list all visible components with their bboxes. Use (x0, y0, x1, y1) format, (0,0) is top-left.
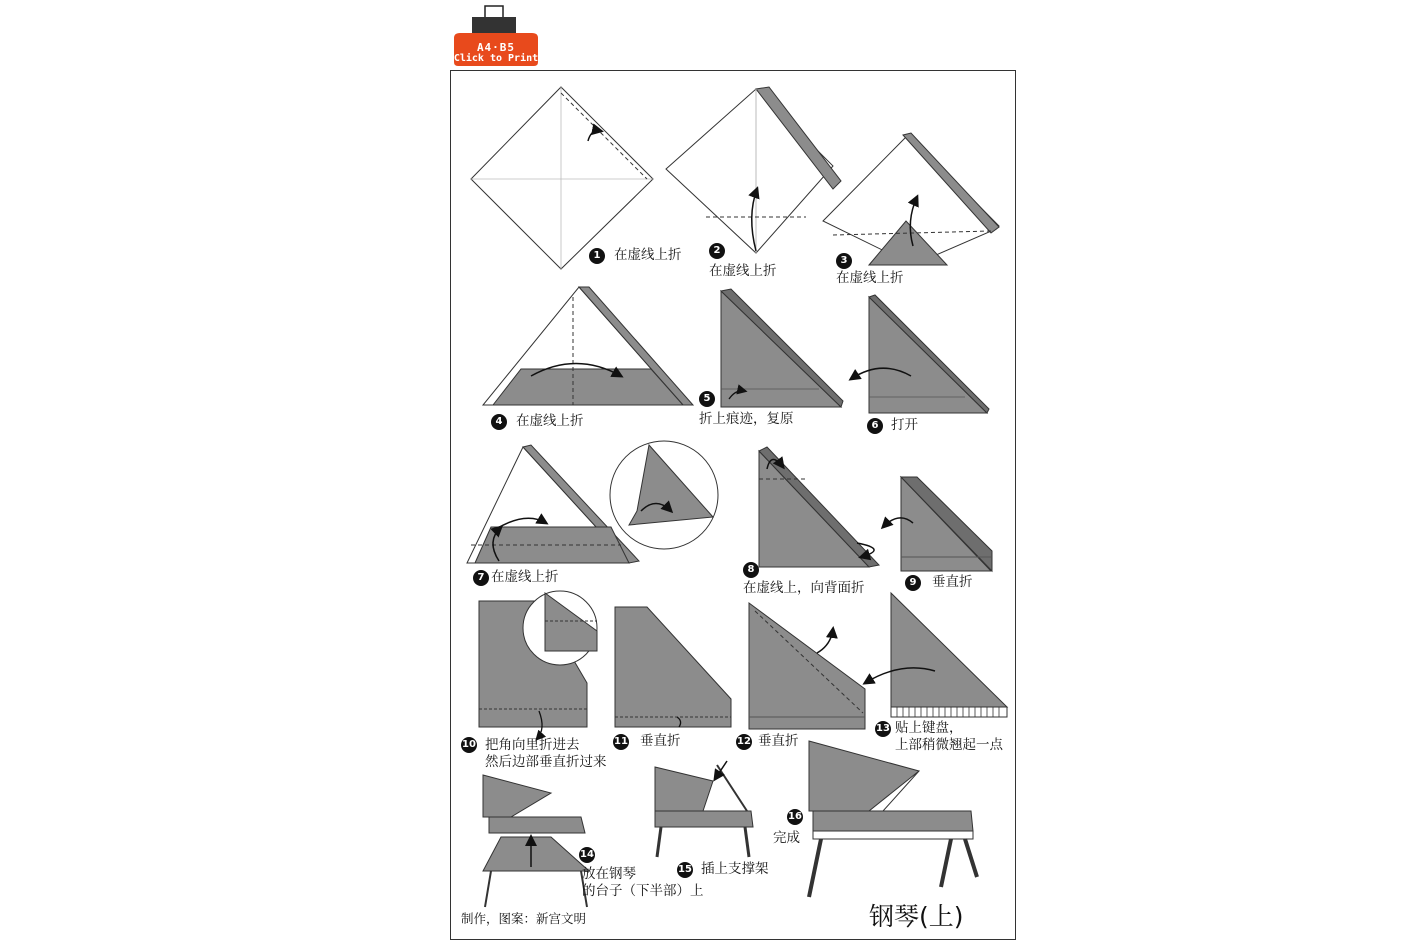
step-6-number: 6 (867, 418, 883, 434)
step-1-caption (591, 247, 682, 264)
step-15-text: 插上支撑架 (701, 861, 769, 877)
step-10-text: 把角向里折进去 然后边部垂直折过来 (485, 737, 607, 770)
step-1-number: 1 (589, 248, 605, 264)
step-7-figure (467, 441, 718, 563)
step-8-figure (759, 447, 879, 567)
step-2-text: 在虚线上折 (709, 263, 777, 279)
step-9-text: 垂直折 (932, 574, 973, 590)
step-6-figure (851, 295, 989, 413)
step-10-number: 10 (461, 737, 477, 753)
step-11-number: 11 (613, 734, 629, 750)
step-4-figure (483, 287, 693, 405)
print-button[interactable] (452, 4, 540, 67)
step-15-figure (655, 761, 753, 857)
step-9-figure (883, 477, 992, 571)
step-3-figure (823, 133, 999, 265)
step-6-caption (867, 417, 918, 434)
step-12-figure (749, 603, 865, 729)
step-5-figure (721, 289, 843, 407)
page-title: 钢琴(上) (869, 902, 964, 931)
step-10-figure (479, 591, 597, 739)
step-11-text: 垂直折 (640, 733, 681, 749)
step-16-number: 16 (787, 809, 803, 825)
step-16-figure (809, 741, 977, 897)
step-1-figure (471, 87, 653, 269)
step-6-text: 打开 (891, 417, 918, 433)
step-11-caption (613, 733, 681, 750)
step-2-number: 2 (709, 243, 725, 259)
step-9-caption (905, 574, 973, 591)
step-2-figure (666, 87, 841, 253)
print-button-label-size: A4·B5 (476, 41, 516, 54)
step-3-number: 3 (836, 253, 852, 269)
step-4-caption (491, 413, 584, 430)
step-7-text: 在虚线上折 (491, 569, 559, 585)
step-12-number: 12 (736, 734, 752, 750)
step-5-number: 5 (699, 391, 715, 407)
folding-diagram (451, 71, 1017, 941)
step-15-caption (677, 861, 769, 878)
step-9-number: 9 (905, 575, 921, 591)
step-8-number: 8 (743, 562, 759, 578)
step-13-figure (865, 593, 1007, 717)
print-button-label-action: Click to Print (453, 53, 539, 64)
step-7-caption (473, 569, 559, 586)
step-5-text: 折上痕迹，复原 (699, 411, 794, 427)
step-13-number: 13 (875, 721, 891, 737)
step-11-figure (615, 607, 731, 727)
step-7-number: 7 (473, 570, 489, 586)
step-12-caption (736, 733, 799, 750)
step-4-number: 4 (491, 414, 507, 430)
step-1-text: 在虚线上折 (614, 247, 682, 263)
step-12-text: 垂直折 (758, 733, 799, 749)
step-14-number: 14 (579, 847, 595, 863)
credit-text: 制作，图案：新宫文明 (461, 911, 587, 926)
step-14-text: 放在钢琴 的台子（下半部）上 (582, 866, 704, 899)
instruction-sheet (450, 70, 1016, 940)
step-8-text: 在虚线上，向背面折 (743, 580, 865, 596)
step-16-text: 完成 (773, 830, 800, 846)
step-13-text: 贴上键盘， 上部稍微翘起一点 (895, 720, 1003, 753)
step-3-text: 在虚线上折 (836, 270, 904, 286)
step-15-number: 15 (677, 862, 693, 878)
step-14-figure (483, 775, 589, 907)
step-4-text: 在虚线上折 (516, 413, 584, 429)
